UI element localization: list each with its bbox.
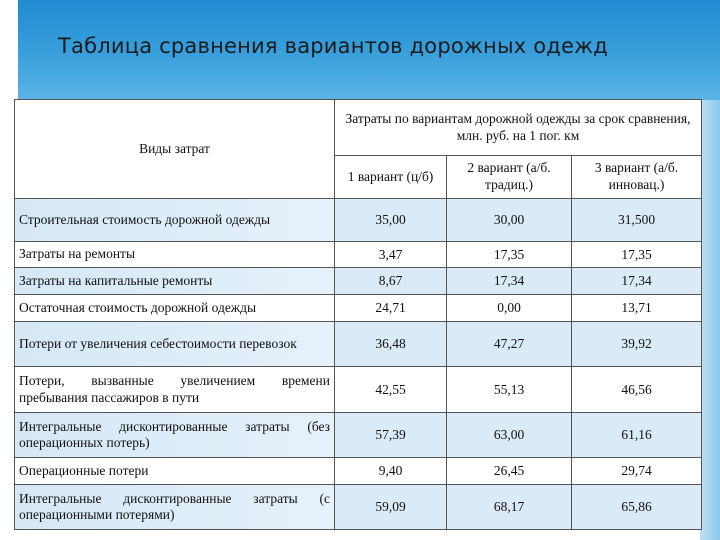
cell-variant-2: 47,27 <box>447 322 572 367</box>
cell-variant-2: 68,17 <box>447 485 572 530</box>
cell-variant-1: 59,09 <box>335 485 447 530</box>
row-label: Интегральные дисконтированные затраты (без операционных потерь) <box>15 413 335 458</box>
table-row <box>15 242 702 268</box>
cell-variant-1: 57,39 <box>335 413 447 458</box>
cell-variant-2: 17,35 <box>447 242 572 268</box>
cell-variant-3: 29,74 <box>572 458 702 485</box>
header-variant-3: 3 вариант (а/б. инновац.) <box>572 156 702 199</box>
row-label: Остаточная стоимость дорожной одежды <box>15 295 335 322</box>
header-cost-types: Виды затрат <box>15 100 335 199</box>
cell-variant-3: 17,35 <box>572 242 702 268</box>
cell-variant-3: 39,92 <box>572 322 702 367</box>
table-row <box>15 367 702 413</box>
row-label: Затраты на ремонты <box>15 242 335 268</box>
cell-variant-2: 26,45 <box>447 458 572 485</box>
row-label: Потери от увеличения себестоимости перевозок <box>15 322 335 367</box>
cell-variant-3: 61,16 <box>572 413 702 458</box>
slide-title: Таблица сравнения вариантов дорожных одежд <box>58 34 608 58</box>
cell-variant-1: 35,00 <box>335 199 447 242</box>
table-row <box>15 458 702 485</box>
header-costs-by-variant: Затраты по вариантам дорожной одежды за срок сравнения, млн. руб. на 1 пог. км <box>335 100 702 156</box>
row-label: Строительная стоимость дорожной одежды <box>15 199 335 242</box>
cell-variant-1: 36,48 <box>335 322 447 367</box>
right-decor-stripe <box>700 100 720 540</box>
row-label: Интегральные дисконтированные затраты (с операционными потерями) <box>15 485 335 530</box>
cell-variant-1: 42,55 <box>335 367 447 413</box>
row-label: Затраты на капитальные ремонты <box>15 268 335 295</box>
table-row <box>15 268 702 295</box>
table-row <box>15 295 702 322</box>
cell-variant-2: 55,13 <box>447 367 572 413</box>
cell-variant-1: 3,47 <box>335 242 447 268</box>
row-label: Потери, вызванные увеличением времени пребывания пассажиров в пути <box>15 367 335 413</box>
cell-variant-2: 17,34 <box>447 268 572 295</box>
header-variant-1: 1 вариант (ц/б) <box>335 156 447 199</box>
cell-variant-1: 8,67 <box>335 268 447 295</box>
cell-variant-3: 13,71 <box>572 295 702 322</box>
table-row <box>15 413 702 458</box>
cell-variant-2: 30,00 <box>447 199 572 242</box>
cell-variant-2: 0,00 <box>447 295 572 322</box>
comparison-table <box>14 99 702 530</box>
row-label: Операционные потери <box>15 458 335 485</box>
cell-variant-3: 17,34 <box>572 268 702 295</box>
cell-variant-1: 9,40 <box>335 458 447 485</box>
table-row <box>15 199 702 242</box>
cell-variant-3: 31,500 <box>572 199 702 242</box>
cell-variant-3: 65,86 <box>572 485 702 530</box>
table-row <box>15 322 702 367</box>
cell-variant-1: 24,71 <box>335 295 447 322</box>
cell-variant-2: 63,00 <box>447 413 572 458</box>
header-variant-2: 2 вариант (а/б. традиц.) <box>447 156 572 199</box>
cell-variant-3: 46,56 <box>572 367 702 413</box>
table-row <box>15 485 702 530</box>
